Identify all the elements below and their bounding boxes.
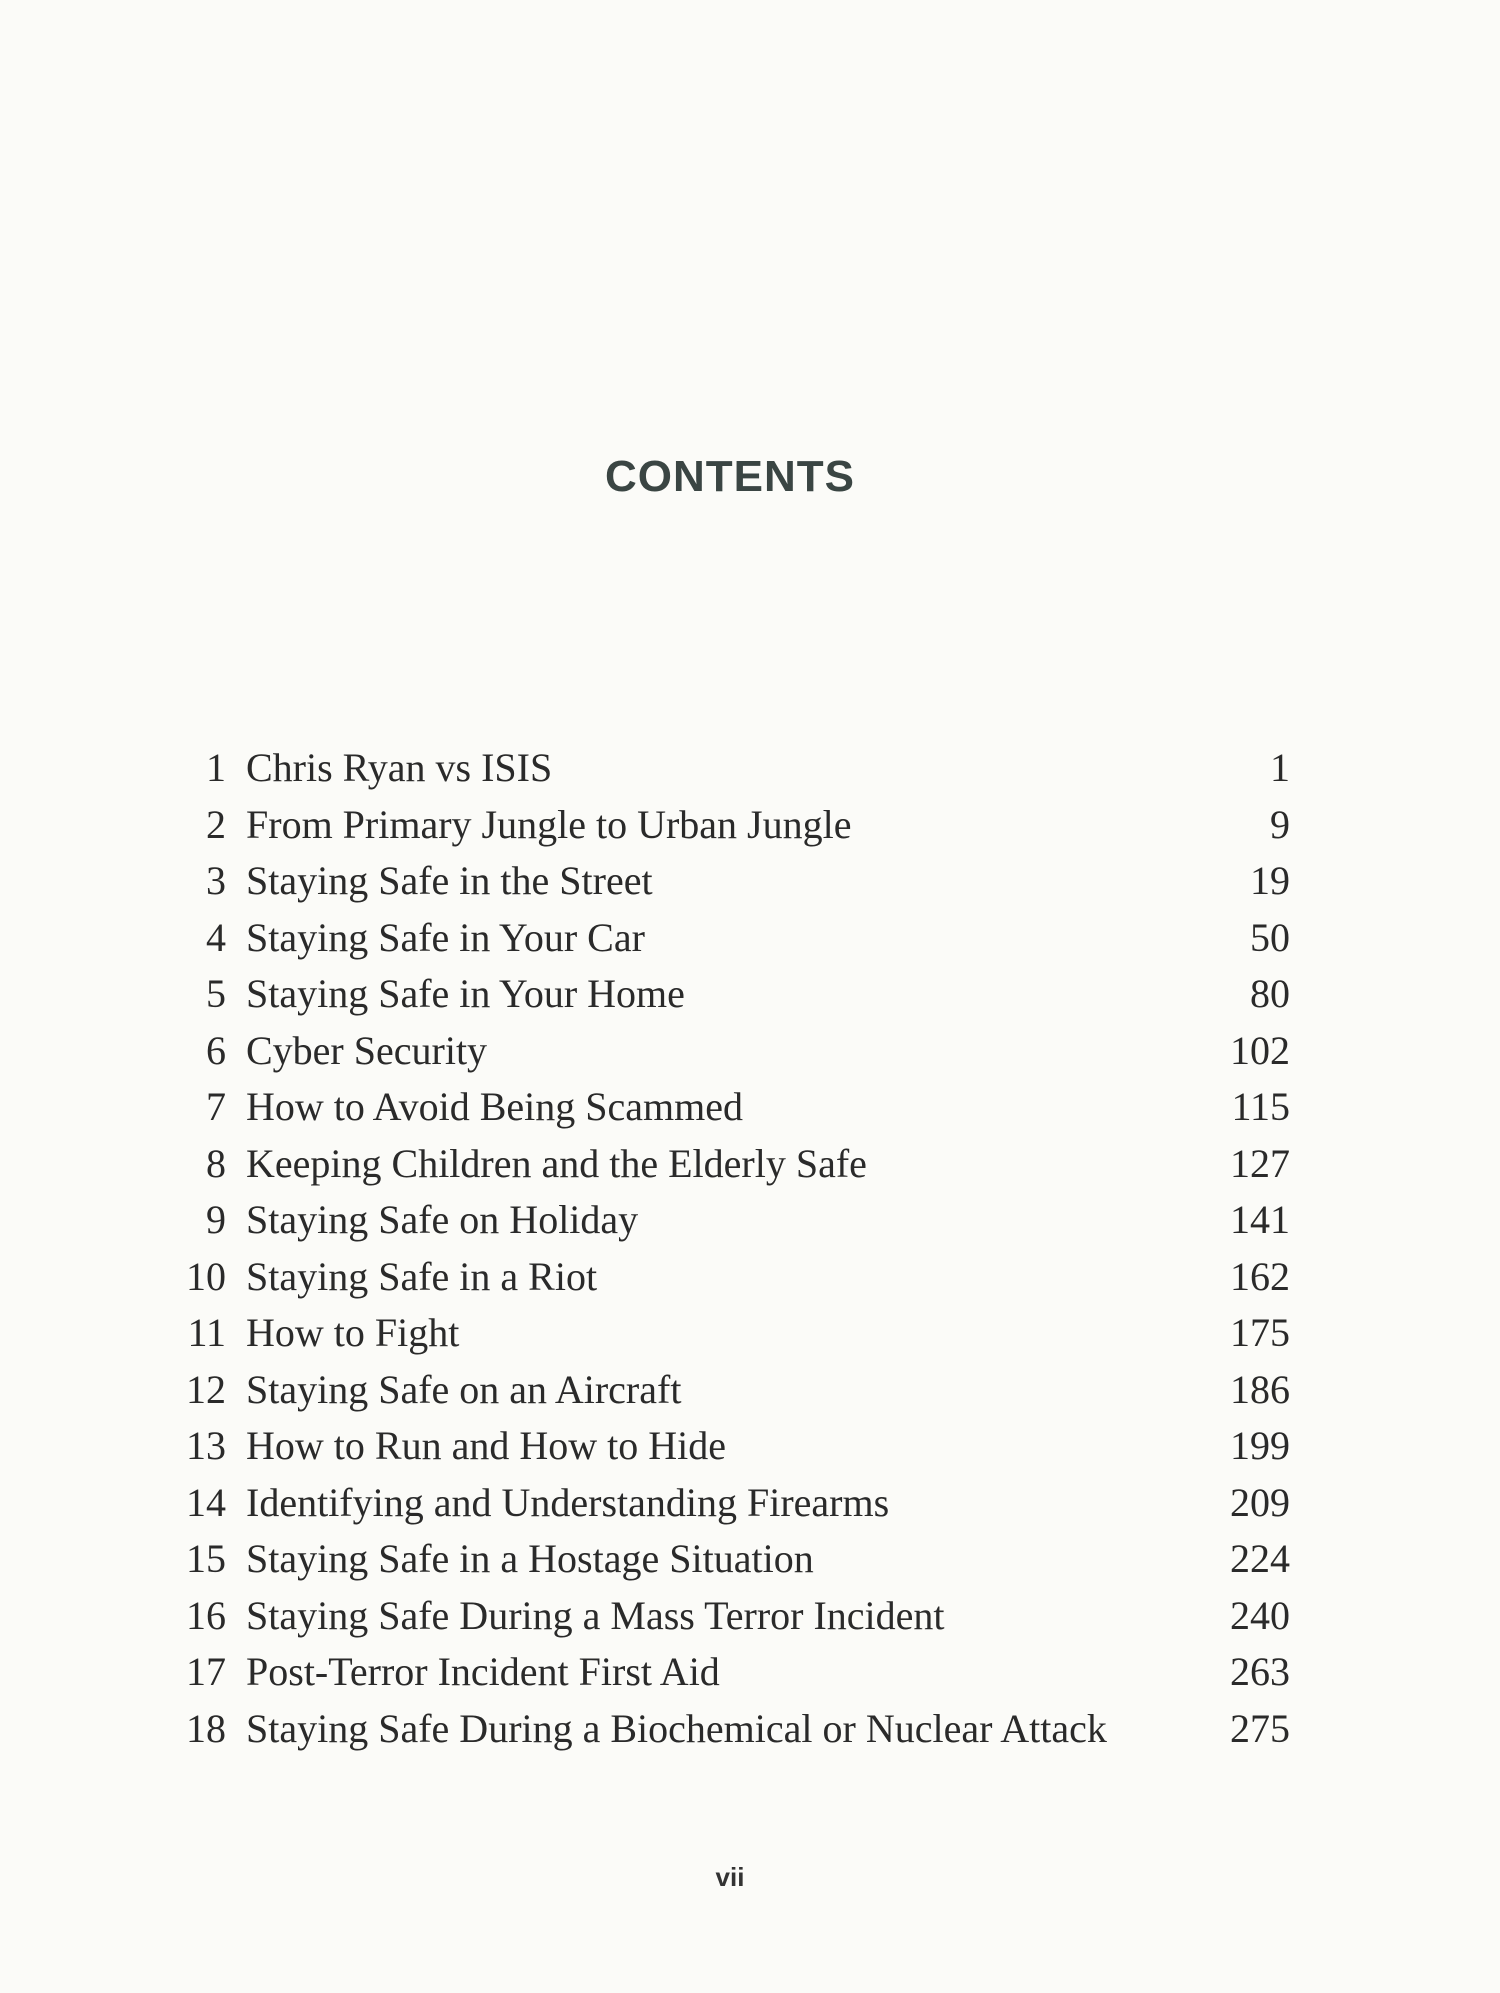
chapter-title: Staying Safe on an Aircraft [246, 1366, 682, 1412]
chapter-number: 9 [206, 1197, 226, 1242]
chapter-title: Staying Safe in Your Car [246, 914, 645, 960]
toc-entry [160, 1644, 1290, 1701]
chapter-number: 6 [206, 1027, 226, 1073]
page-number: 209 [1230, 1479, 1290, 1525]
page-number: 50 [1250, 914, 1290, 960]
toc-entry [160, 910, 1290, 967]
chapter-title: Cyber Security [246, 1027, 488, 1073]
chapter-number: 7 [206, 1084, 226, 1129]
toc-entry [160, 1475, 1290, 1532]
page-number: 199 [1230, 1423, 1290, 1468]
chapter-title: Staying Safe in the Street [246, 858, 653, 903]
chapter-number: 17 [186, 1649, 226, 1694]
toc-entry [160, 966, 1290, 1023]
toc-entry [160, 1136, 1290, 1193]
page-number: 186 [1230, 1366, 1290, 1412]
toc-entry [160, 797, 1290, 854]
chapter-title: Chris Ryan vs ISIS [246, 745, 553, 790]
page-number: 263 [1230, 1649, 1290, 1694]
contents-heading: CONTENTS [605, 452, 855, 501]
chapter-number: 3 [206, 858, 226, 903]
page-number: 224 [1230, 1536, 1290, 1581]
chapter-number: 8 [206, 1140, 226, 1186]
chapter-number: 12 [186, 1366, 226, 1412]
chapter-title: Staying Safe on Holiday [246, 1197, 639, 1242]
page-number: 102 [1230, 1027, 1290, 1073]
chapter-number: 4 [206, 914, 226, 960]
page-number: 1 [1270, 745, 1290, 790]
chapter-number: 15 [186, 1536, 226, 1581]
chapter-number: 1 [206, 745, 226, 790]
page-number: 275 [1230, 1705, 1290, 1751]
chapter-number: 5 [206, 971, 226, 1016]
toc-entry [160, 1418, 1290, 1475]
toc-entry [160, 1079, 1290, 1136]
page-number: 240 [1230, 1592, 1290, 1638]
chapter-number: 2 [206, 801, 226, 847]
chapter-title: Staying Safe in a Hostage Situation [246, 1536, 814, 1581]
chapter-title: Post-Terror Incident First Aid [246, 1649, 720, 1694]
chapter-title: Staying Safe During a Mass Terror Incident [246, 1592, 945, 1638]
toc-entry [160, 1023, 1290, 1080]
chapter-title: From Primary Jungle to Urban Jungle [246, 801, 852, 847]
chapter-title: How to Fight [246, 1310, 460, 1355]
chapter-number: 11 [187, 1310, 226, 1355]
chapter-title: How to Run and How to Hide [246, 1423, 726, 1468]
chapter-title: Staying Safe in Your Home [246, 971, 685, 1016]
toc-entry [160, 1588, 1290, 1645]
toc-entry [160, 1701, 1290, 1758]
toc-entry [160, 853, 1290, 910]
chapter-number: 18 [186, 1705, 226, 1751]
page-number: 115 [1231, 1084, 1290, 1129]
page-number: 141 [1230, 1197, 1290, 1242]
chapter-number: 16 [186, 1592, 226, 1638]
page-number: 127 [1230, 1140, 1290, 1186]
toc-entry [160, 1531, 1290, 1588]
chapter-title: Staying Safe in a Riot [246, 1253, 598, 1299]
toc-entry [160, 740, 1290, 797]
toc-entry [160, 1192, 1290, 1249]
page-number: 9 [1270, 801, 1290, 847]
chapter-number: 14 [186, 1479, 226, 1525]
page-folio: vii [715, 1862, 745, 1892]
page-number: 175 [1230, 1310, 1290, 1355]
toc-entry [160, 1249, 1290, 1306]
page-number: 19 [1250, 858, 1290, 903]
chapter-title: Identifying and Understanding Firearms [246, 1479, 890, 1525]
toc-entry [160, 1305, 1290, 1362]
toc-entry [160, 1362, 1290, 1419]
table-of-contents [160, 740, 1290, 1757]
chapter-title: How to Avoid Being Scammed [246, 1084, 743, 1129]
page-number: 80 [1250, 971, 1290, 1016]
chapter-title: Keeping Children and the Elderly Safe [246, 1140, 867, 1186]
page-number: 162 [1230, 1253, 1290, 1299]
chapter-number: 10 [186, 1253, 226, 1299]
chapter-number: 13 [186, 1423, 226, 1468]
chapter-title: Staying Safe During a Biochemical or Nuclear Attack [246, 1705, 1107, 1751]
